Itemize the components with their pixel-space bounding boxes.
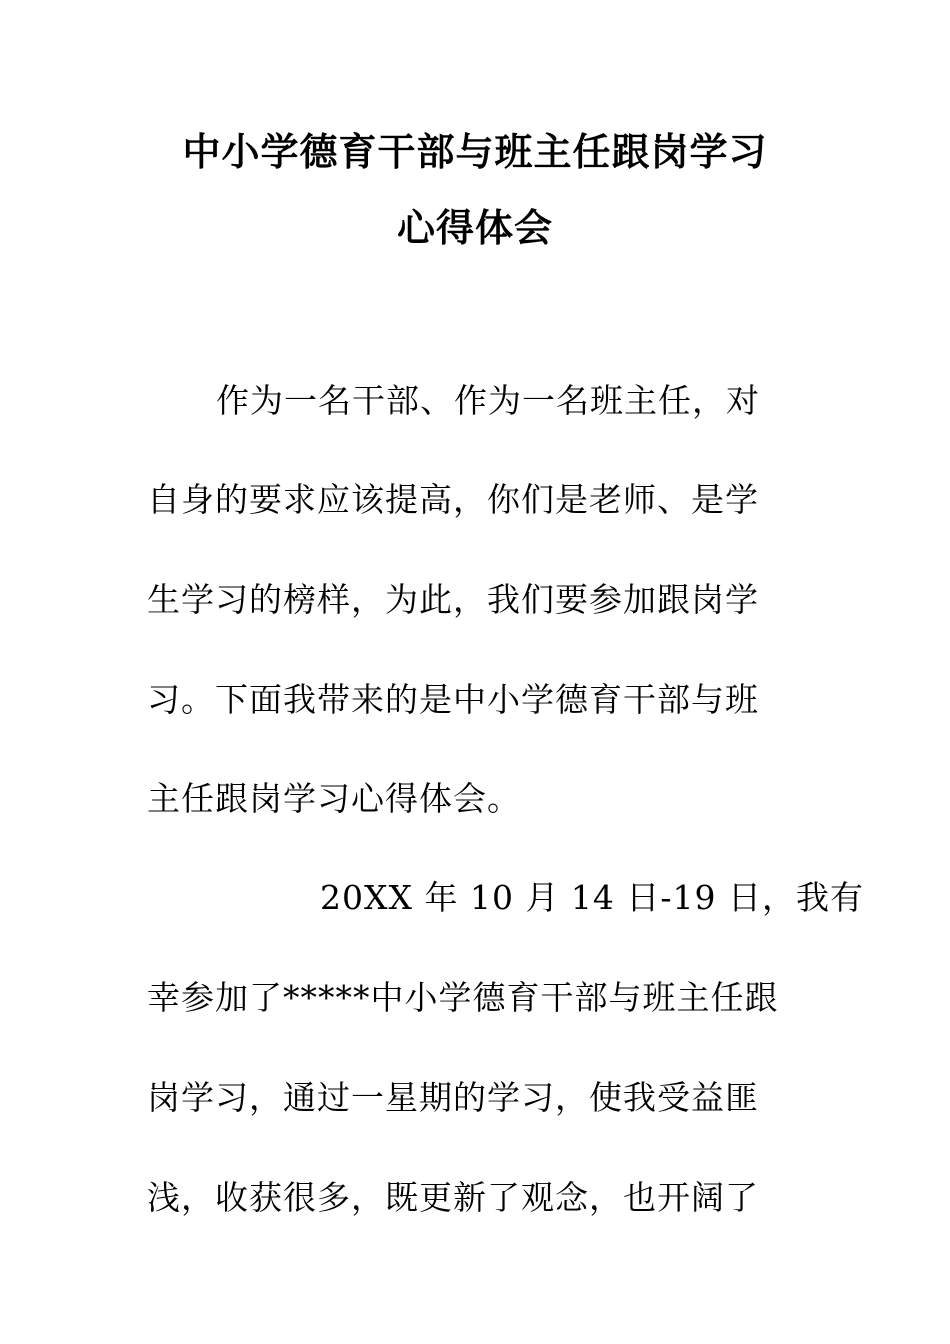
document-title-line-2: 心得体会 [396, 206, 553, 250]
body-text-line: 岗学习，通过一星期的学习，使我受益匪 [147, 1078, 759, 1117]
body-text-line: 习。下面我带来的是中小学德育干部与班 [147, 680, 759, 719]
body-text-line: 浅，收获很多，既更新了观念，也开阔了 [147, 1178, 759, 1217]
body-text-line: 20XX 年 10 月 14 日-19 日，我有 [320, 878, 865, 917]
body-text-line: 幸参加了*****中小学德育干部与班主任跟 [147, 978, 779, 1017]
body-text-line: 自身的要求应该提高，你们是老师、是学 [147, 480, 759, 519]
body-text-line: 作为一名干部、作为一名班主任，对 [216, 381, 760, 420]
body-text-line: 主任跟岗学习心得体会。 [147, 779, 521, 818]
body-text-line: 生学习的榜样，为此，我们要参加跟岗学 [147, 580, 759, 619]
document-title-line-1: 中小学德育干部与班主任跟岗学习 [182, 130, 768, 174]
